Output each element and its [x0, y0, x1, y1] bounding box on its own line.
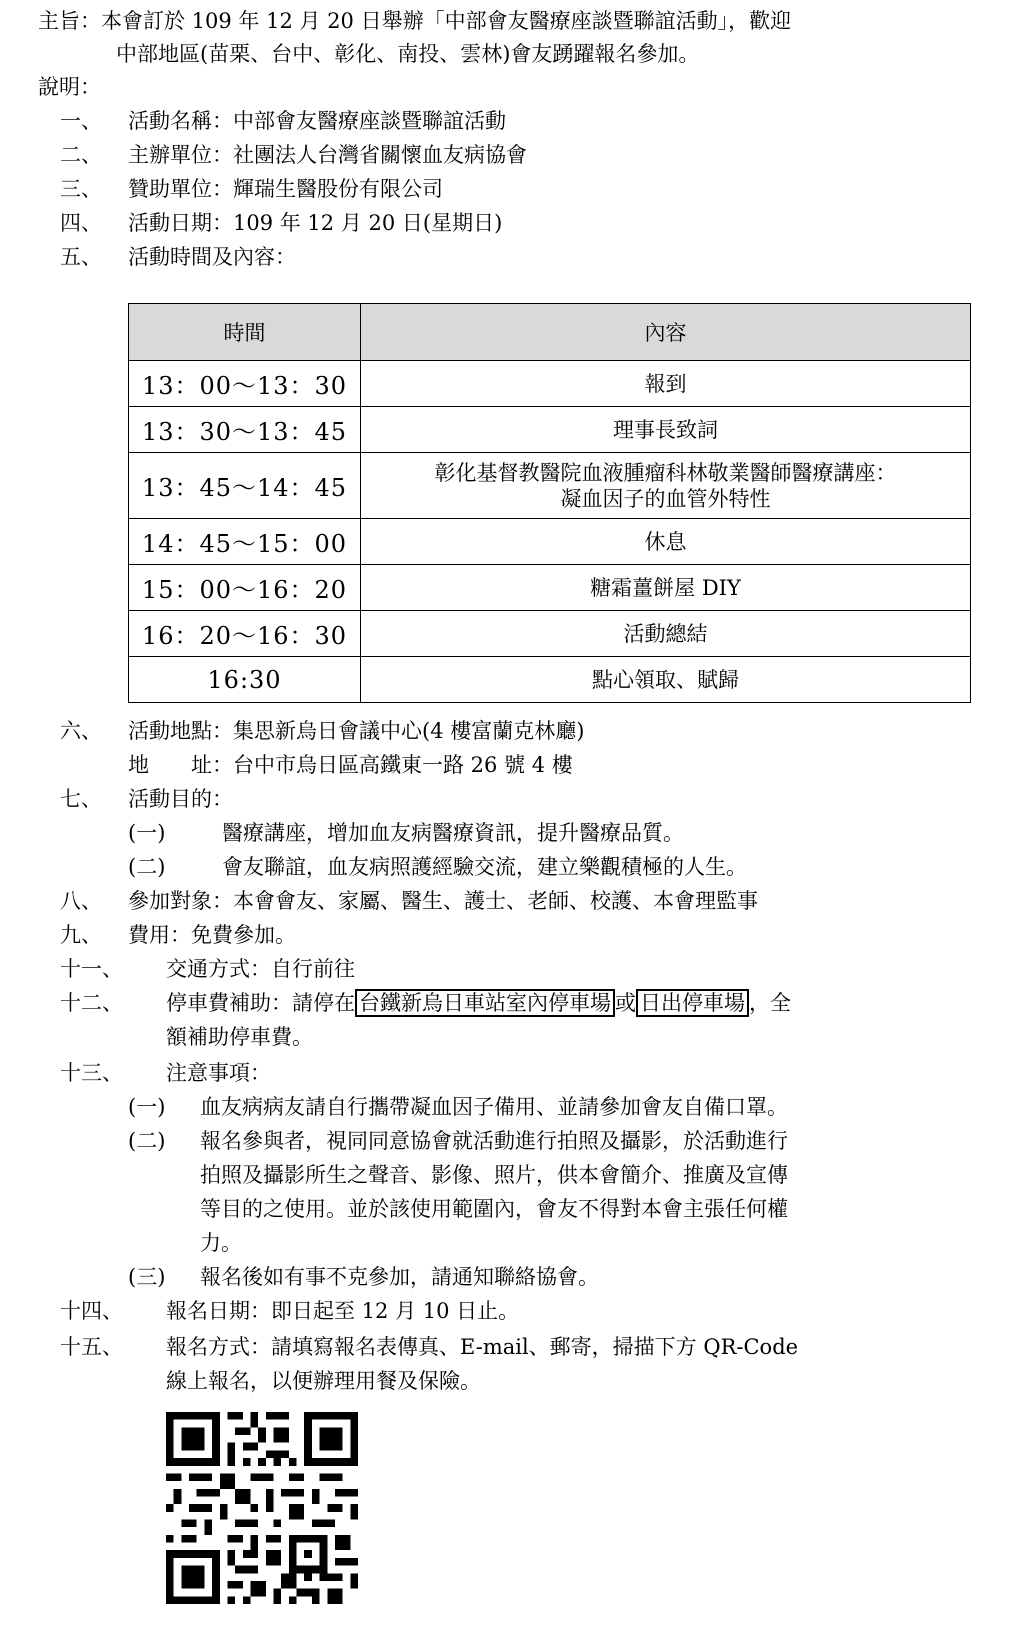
row-content: 點心領取、賦歸 — [361, 657, 971, 703]
audience-line: 參加對象：本會會友、家屬、醫生、護士、老師、校護、本會理監事 — [128, 889, 758, 913]
parking-suffix: ，全 — [749, 991, 791, 1015]
purpose-item: 醫療講座，增加血友病醫療資訊，提升醫療品質。 — [222, 821, 684, 845]
item-number: 三、 — [60, 177, 102, 201]
note-line: 等目的之使用。並於該使用範圍內，會友不得對本會主張任何權 — [200, 1197, 788, 1221]
row-time: 14：45～15：00 — [129, 519, 361, 565]
row-content-line: 凝血因子的血管外特性 — [560, 486, 771, 511]
schedule-header-row — [129, 304, 971, 361]
table-row — [129, 565, 971, 611]
transport-line: 交通方式：自行前往 — [166, 957, 355, 981]
header-content: 內容 — [361, 304, 971, 361]
row-time: 15：00～16：20 — [129, 565, 361, 611]
table-row — [129, 519, 971, 565]
item-number: 六、 — [60, 719, 102, 743]
sub-number: (二) — [128, 1129, 166, 1153]
row-content — [361, 453, 971, 519]
item-number: 十四、 — [60, 1299, 123, 1323]
note-line: 報名後如有事不克參加，請通知聯絡協會。 — [200, 1265, 599, 1289]
note-line: 拍照及攝影所生之聲音、影像、照片，供本會簡介、推廣及宣傳 — [200, 1163, 788, 1187]
subject-line-2: 中部地區(苗栗、台中、彰化、南投、雲林)會友踴躍報名參加。 — [116, 42, 700, 66]
item-number: 五、 — [60, 245, 102, 269]
row-content-line: 彰化基督教醫院血液腫瘤科林敬業醫師醫療講座： — [434, 460, 897, 485]
address-line: 地 址：台中市烏日區高鐵東一路 26 號 4 樓 — [128, 753, 573, 777]
purpose-item: 會友聯誼，血友病照護經驗交流，建立樂觀積極的人生。 — [222, 855, 747, 879]
row-time: 13：00～13：30 — [129, 361, 361, 407]
item-number: 九、 — [60, 923, 102, 947]
deadline-line: 報名日期：即日起至 12 月 10 日止。 — [166, 1299, 520, 1323]
note-line: 血友病病友請自行攜帶凝血因子備用、並請參加會友自備口罩。 — [200, 1095, 788, 1119]
item-number: 二、 — [60, 143, 102, 167]
header-time: 時間 — [129, 304, 361, 361]
item-number: 十一、 — [60, 957, 123, 981]
item-name: 活動名稱：中部會友醫療座談暨聯誼活動 — [128, 109, 506, 133]
row-time: 13：30～13：45 — [129, 407, 361, 453]
sub-number: (一) — [128, 1095, 166, 1119]
qr-code-icon[interactable] — [166, 1412, 358, 1604]
item-schedule-label: 活動時間及內容： — [128, 245, 296, 269]
row-time: 16:30 — [129, 657, 361, 703]
row-time: 16：20～16：30 — [129, 611, 361, 657]
sub-number: (一) — [128, 821, 166, 845]
subject-line-1: 主旨：本會訂於 109 年 12 月 20 日舉辦「中部會友醫療座談暨聯誼活動」，歡迎 — [38, 9, 792, 33]
table-row — [129, 611, 971, 657]
item-number: 十三、 — [60, 1061, 123, 1085]
table-row — [129, 407, 971, 453]
method-line-1: 報名方式：請填寫報名表傳真、E-mail、郵寄，掃描下方 QR-Code — [166, 1335, 799, 1359]
parking-station-box: 台鐵新烏日車站室內停車場 — [355, 989, 615, 1017]
note-line: 力。 — [200, 1231, 242, 1255]
item-date: 活動日期：109 年 12 月 20 日(星期日) — [128, 211, 503, 235]
row-content: 糖霜薑餅屋 DIY — [361, 565, 971, 611]
row-content: 報到 — [361, 361, 971, 407]
method-line-2: 線上報名，以便辦理用餐及保險。 — [166, 1369, 481, 1393]
parking-line-2: 額補助停車費。 — [166, 1025, 313, 1049]
parking-line — [166, 988, 791, 1018]
sub-number: (二) — [128, 855, 166, 879]
explain-label: 說明： — [38, 75, 101, 99]
venue-line: 活動地點：集思新烏日會議中心(4 樓富蘭克林廳) — [128, 719, 585, 743]
parking-or: 或 — [615, 991, 636, 1015]
item-number: 四、 — [60, 211, 102, 235]
table-row — [129, 657, 971, 703]
parking-sunrise-box: 日出停車場 — [636, 989, 749, 1017]
notes-label: 注意事項： — [166, 1061, 271, 1085]
row-content: 活動總結 — [361, 611, 971, 657]
note-line: 報名參與者，視同同意協會就活動進行拍照及攝影，於活動進行 — [200, 1129, 788, 1153]
fee-line: 費用：免費參加。 — [128, 923, 296, 947]
item-number: 七、 — [60, 787, 102, 811]
sub-number: (三) — [128, 1265, 166, 1289]
item-number: 十五、 — [60, 1335, 123, 1359]
item-number: 十二、 — [60, 991, 123, 1015]
row-time: 13：45～14：45 — [129, 453, 361, 519]
item-organizer: 主辦單位：社團法人台灣省關懷血友病協會 — [128, 143, 527, 167]
row-content: 理事長致詞 — [361, 407, 971, 453]
table-row — [129, 453, 971, 519]
row-content: 休息 — [361, 519, 971, 565]
item-number: 一、 — [60, 109, 102, 133]
schedule-table — [128, 303, 971, 703]
item-number: 八、 — [60, 889, 102, 913]
parking-prefix: 停車費補助：請停在 — [166, 991, 355, 1015]
purpose-label: 活動目的： — [128, 787, 233, 811]
table-row — [129, 361, 971, 407]
item-sponsor: 贊助單位：輝瑞生醫股份有限公司 — [128, 177, 443, 201]
